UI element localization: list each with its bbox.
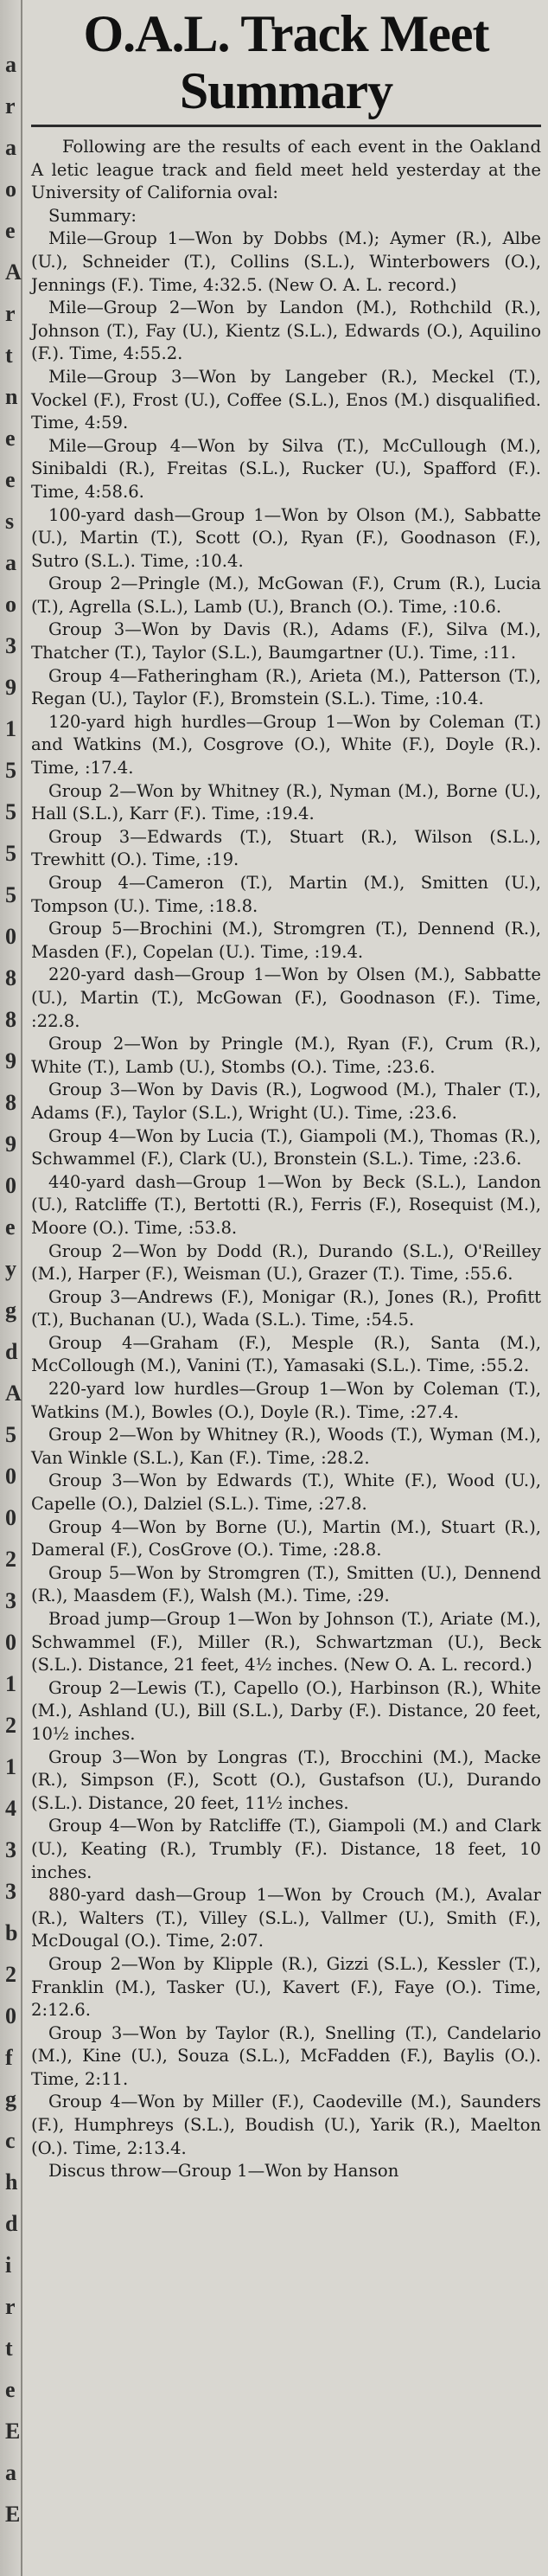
margin-letter: 9 xyxy=(5,1048,16,1073)
result-entry: Group 4—Won by Borne (U.), Martin (M.), Stuart (R.), Dameral (F.), CosGrove (O.). Time, :28.8. xyxy=(31,1516,541,1560)
margin-letter: 3 xyxy=(5,633,16,658)
result-entry: Group 4—Won by Miller (F.), Caodeville (M.), Saunders (F.), Humphreys (S.L.), Boudish (U.), Yarik (R.), Maelton (O.). Time, 2:13.4. xyxy=(31,2092,541,2158)
margin-letter: 0 xyxy=(5,1464,16,1489)
margin-letter: y xyxy=(5,1256,16,1281)
result-entry: Group 2—Won by Whitney (R.), Nyman (M.), Borne (U.), Hall (S.L.), Karr (F.). Time, :19.4. xyxy=(31,780,541,824)
adjacent-column-edge xyxy=(0,0,22,2576)
result-entry: Group 3—Won by Longras (T.), Brocchini (M.), Macke (R.), Simpson (F.), Scott (O.), Gustafson (U.), Durando (S.L.). Distance, 20 feet, 11½ inches. xyxy=(31,1746,541,1813)
result-entry: 880-yard dash—Group 1—Won by Crouch (M.), Avalar (R.), Walters (T.), Villey (S.L.), Vallmer (U.), Smith (F.), McDougal (O.). Time, 2:07. xyxy=(31,1885,541,1951)
margin-letter: 5 xyxy=(5,799,16,824)
summary-label: Summary: xyxy=(48,205,137,226)
margin-letter: f xyxy=(5,2045,13,2070)
result-entry: Group 2—Won by Klipple (R.), Gizzi (S.L.), Kessler (T.), Franklin (M.), Tasker (U.), Kavert (F.), Faye (O.). Time, 2:12.6. xyxy=(31,1953,541,2021)
margin-letter: n xyxy=(5,384,18,409)
margin-letter: 5 xyxy=(5,1422,16,1447)
margin-letter: d xyxy=(5,1339,18,1364)
result-entry: 440-yard dash—Group 1—Won by Beck (S.L.), Landon (U.), Ratcliffe (T.), Bertotti (R.), Ferris (F.), Rosequist (M.), Moore (O.). Time, :53.8. xyxy=(31,1171,541,1238)
margin-letter: 1 xyxy=(5,716,16,741)
margin-letter: e xyxy=(5,467,16,492)
margin-letter: E xyxy=(5,2502,21,2527)
margin-letter: r xyxy=(5,93,16,119)
result-entry: Mile—Group 4—Won by Silva (T.), McCullough (M.), Sinibaldi (R.), Freitas (S.L.), Rucker (U.), Spafford (F.). Time, 4:58.6. xyxy=(31,435,541,502)
margin-letter: 0 xyxy=(5,924,16,949)
result-entry: 120-yard high hurdles—Group 1—Won by Coleman (T.) and Watkins (M.), Cosgrove (O.), White (F.), Doyle (R.). Time, :17.4. xyxy=(31,711,541,779)
margin-letter: a xyxy=(5,52,16,77)
result-entry: Group 5—Brochini (M.), Stromgren (T.), Dennend (R.), Masden (F.), Copelan (U.). Time, :19.4. xyxy=(31,919,541,962)
result-entry: Group 5—Won by Stromgren (T.), Smitten (U.), Dennend (R.), Maasdem (F.), Walsh (M.). Time, :29. xyxy=(31,1562,541,1606)
headline: O.A.L. Track Meet Summary xyxy=(83,5,489,119)
result-entry: 100-yard dash—Group 1—Won by Olson (M.), Sabbatte (U.), Martin (T.), Scott (O.), Ryan (F.), Goodnason (F.), Sutro (S.L.). Time, :10.4. xyxy=(31,504,541,571)
result-entry: Mile—Group 1—Won by Dobbs (M.); Aymer (R.), Albe (U.), Schneider (T.), Collins (S.L.), Winterbowers (O.), Jennings (F.). Time, 4:32.5. (New O. A. L. record.) xyxy=(31,228,541,295)
margin-letter: 2 xyxy=(5,1713,16,1738)
result-entry: Group 3—Andrews (F.), Monigar (R.), Jones (R.), Profitt (T.), Buchanan (U.), Wada (S.L.). Time, :54.5. xyxy=(31,1286,541,1330)
margin-letter: o xyxy=(5,592,16,617)
result-entry: Group 2—Pringle (M.), McGowan (F.), Crum (R.), Lucia (T.), Agrella (S.L.), Lamb (U.), Branch (O.). Time, :10.6. xyxy=(31,574,541,617)
margin-letter: 9 xyxy=(5,1131,16,1157)
margin-letter: 1 xyxy=(5,1754,16,1779)
margin-letter: o xyxy=(5,176,16,202)
margin-letter: 8 xyxy=(5,965,16,990)
margin-letter: 4 xyxy=(5,1796,16,1821)
result-entry: Group 4—Graham (F.), Mesple (R.), Santa (M.), McCollough (M.), Vanini (T.), Yamasaki (S.L.). Time, :55.2. xyxy=(31,1332,541,1376)
margin-letter: d xyxy=(5,2211,18,2236)
result-entry: Group 2—Won by Whitney (R.), Woods (T.), Wyman (M.), Van Winkle (S.L.), Kan (F.). Time, :28.2. xyxy=(31,1425,541,1468)
article xyxy=(31,5,541,2183)
margin-letter: 5 xyxy=(5,841,16,866)
margin-letter: 1 xyxy=(5,1671,16,1696)
margin-letter: 0 xyxy=(5,1173,16,1198)
margin-letter: e xyxy=(5,218,16,243)
margin-letter: 3 xyxy=(5,1588,16,1613)
headline-rule xyxy=(31,125,541,127)
margin-letter: h xyxy=(5,2169,18,2195)
margin-letter: g xyxy=(5,2086,16,2111)
result-entry: Discus throw—Group 1—Won by Hanson xyxy=(48,2161,399,2182)
margin-letter: a xyxy=(5,2460,16,2485)
margin-letter: e xyxy=(5,2377,16,2402)
margin-letter: a xyxy=(5,550,16,575)
margin-letter: 3 xyxy=(5,1879,16,1904)
margin-letter: 0 xyxy=(5,2003,16,2028)
result-entry: Group 3—Edwards (T.), Stuart (R.), Wilson (S.L.), Trewhitt (O.). Time, :19. xyxy=(31,826,541,870)
result-entry: Group 3—Won by Davis (R.), Logwood (M.), Thaler (T.), Adams (F.), Taylor (S.L.), Wright (U.). Time, :23.6. xyxy=(31,1080,541,1123)
margin-letter: 3 xyxy=(5,1837,16,1862)
result-entry: 220-yard dash—Group 1—Won by Olsen (M.), Sabbatte (U.), Martin (T.), McGowan (F.), Goodnason (F.). Time, :22.8. xyxy=(31,964,541,1031)
margin-letter: 5 xyxy=(5,758,16,783)
result-entry: Group 2—Won by Dodd (R.), Durando (S.L.), O'Reilley (M.), Harper (F.), Weisman (U.), Grazer (T.). Time, :55.6. xyxy=(31,1240,541,1285)
result-entry: Mile—Group 3—Won by Langeber (R.), Meckel (T.), Vockel (F.), Frost (U.), Coffee (S.L.), Enos (M.) disqualified. Time, 4:59. xyxy=(31,366,541,433)
margin-letter: s xyxy=(5,509,15,534)
margin-letter: A xyxy=(5,1381,22,1406)
result-entry: Group 4—Cameron (T.), Martin (M.), Smitten (U.), Tompson (U.). Time, :18.8. xyxy=(31,873,541,916)
result-entry: Group 2—Won by Pringle (M.), Ryan (F.), Crum (R.), White (T.), Lamb (U.), Stombs (O.). Time, :23.6. xyxy=(31,1034,541,1077)
margin-letter: A xyxy=(5,260,22,285)
result-entry: 220-yard low hurdles—Group 1—Won by Coleman (T.), Watkins (M.), Bowles (O.), Doyle (R.). Time, :27.4. xyxy=(31,1379,541,1422)
margin-letter: c xyxy=(5,2128,16,2153)
margin-letter: 5 xyxy=(5,882,16,907)
result-entry: Group 3—Won by Taylor (R.), Snelling (T.), Candelario (M.), Kine (U.), Souza (S.L.), McFadden (F.), Baylis (O.). Time, 2:11. xyxy=(31,2022,541,2089)
results-list xyxy=(31,227,541,2182)
result-entry: Group 4—Fatheringham (R.), Arieta (M.), Patterson (T.), Regan (U.), Taylor (F.), Bromstein (S.L.). Time, :10.4. xyxy=(31,665,541,709)
margin-letter: 8 xyxy=(5,1007,16,1032)
margin-letter: t xyxy=(5,2336,13,2361)
result-entry: Group 2—Lewis (T.), Capello (O.), Harbinson (R.), White (M.), Ashland (U.), Bill (S.L.), Darby (F.). Distance, 20 feet, 10½ inches. xyxy=(31,1677,541,1744)
margin-letter: g xyxy=(5,1298,16,1323)
margin-letter: E xyxy=(5,2419,21,2444)
margin-letter: e xyxy=(5,1214,16,1240)
margin-letter: 2 xyxy=(5,1962,16,1987)
margin-letter: 9 xyxy=(5,675,16,700)
result-entry: Group 3—Won by Edwards (T.), White (F.), Wood (U.), Capelle (O.), Dalziel (S.L.). Time, :27.8. xyxy=(31,1471,541,1515)
margin-letter: t xyxy=(5,343,13,368)
margin-letter: 2 xyxy=(5,1547,16,1572)
margin-letter: r xyxy=(5,301,16,326)
margin-letter: b xyxy=(5,1920,18,1945)
result-entry: Group 4—Won by Ratcliffe (T.), Giampoli (M.) and Clark (U.), Keating (R.), Trumbly (F.). Distance, 18 feet, 10 inches. xyxy=(31,1816,541,1882)
result-entry: Broad jump—Group 1—Won by Johnson (T.), Ariate (M.), Schwammel (F.), Miller (R.), Schwartzman (U.), Beck (S.L.). Distance, 21 feet, 4½ inches. (New O. A. L. record.) xyxy=(31,1609,541,1676)
margin-letter: a xyxy=(5,135,16,160)
lead-paragraph: Following are the results of each event in the Oakland A letic league track and field meet held yesterday at the University of California oval: xyxy=(31,137,541,203)
result-entry: Group 3—Won by Davis (R.), Adams (F.), Silva (M.), Thatcher (T.), Taylor (S.L.), Baumgartner (U.). Time, :11. xyxy=(31,619,541,663)
margin-letter: 8 xyxy=(5,1090,16,1115)
margin-letter: 0 xyxy=(5,1505,16,1530)
margin-letter: e xyxy=(5,426,16,451)
result-entry: Mile—Group 2—Won by Landon (M.), Rothchild (R.), Johnson (T.), Fay (U.), Kientz (S.L.), Edwards (O.), Aquilino (F.). Time, 4:55.2. xyxy=(31,298,541,364)
margin-letter: i xyxy=(5,2252,12,2278)
margin-letter: 0 xyxy=(5,1630,16,1655)
result-entry: Group 4—Won by Lucia (T.), Giampoli (M.), Thomas (R.), Schwammel (F.), Clark (U.), Bronstein (S.L.). Time, :23.6. xyxy=(31,1125,541,1169)
margin-letter: r xyxy=(5,2294,16,2319)
